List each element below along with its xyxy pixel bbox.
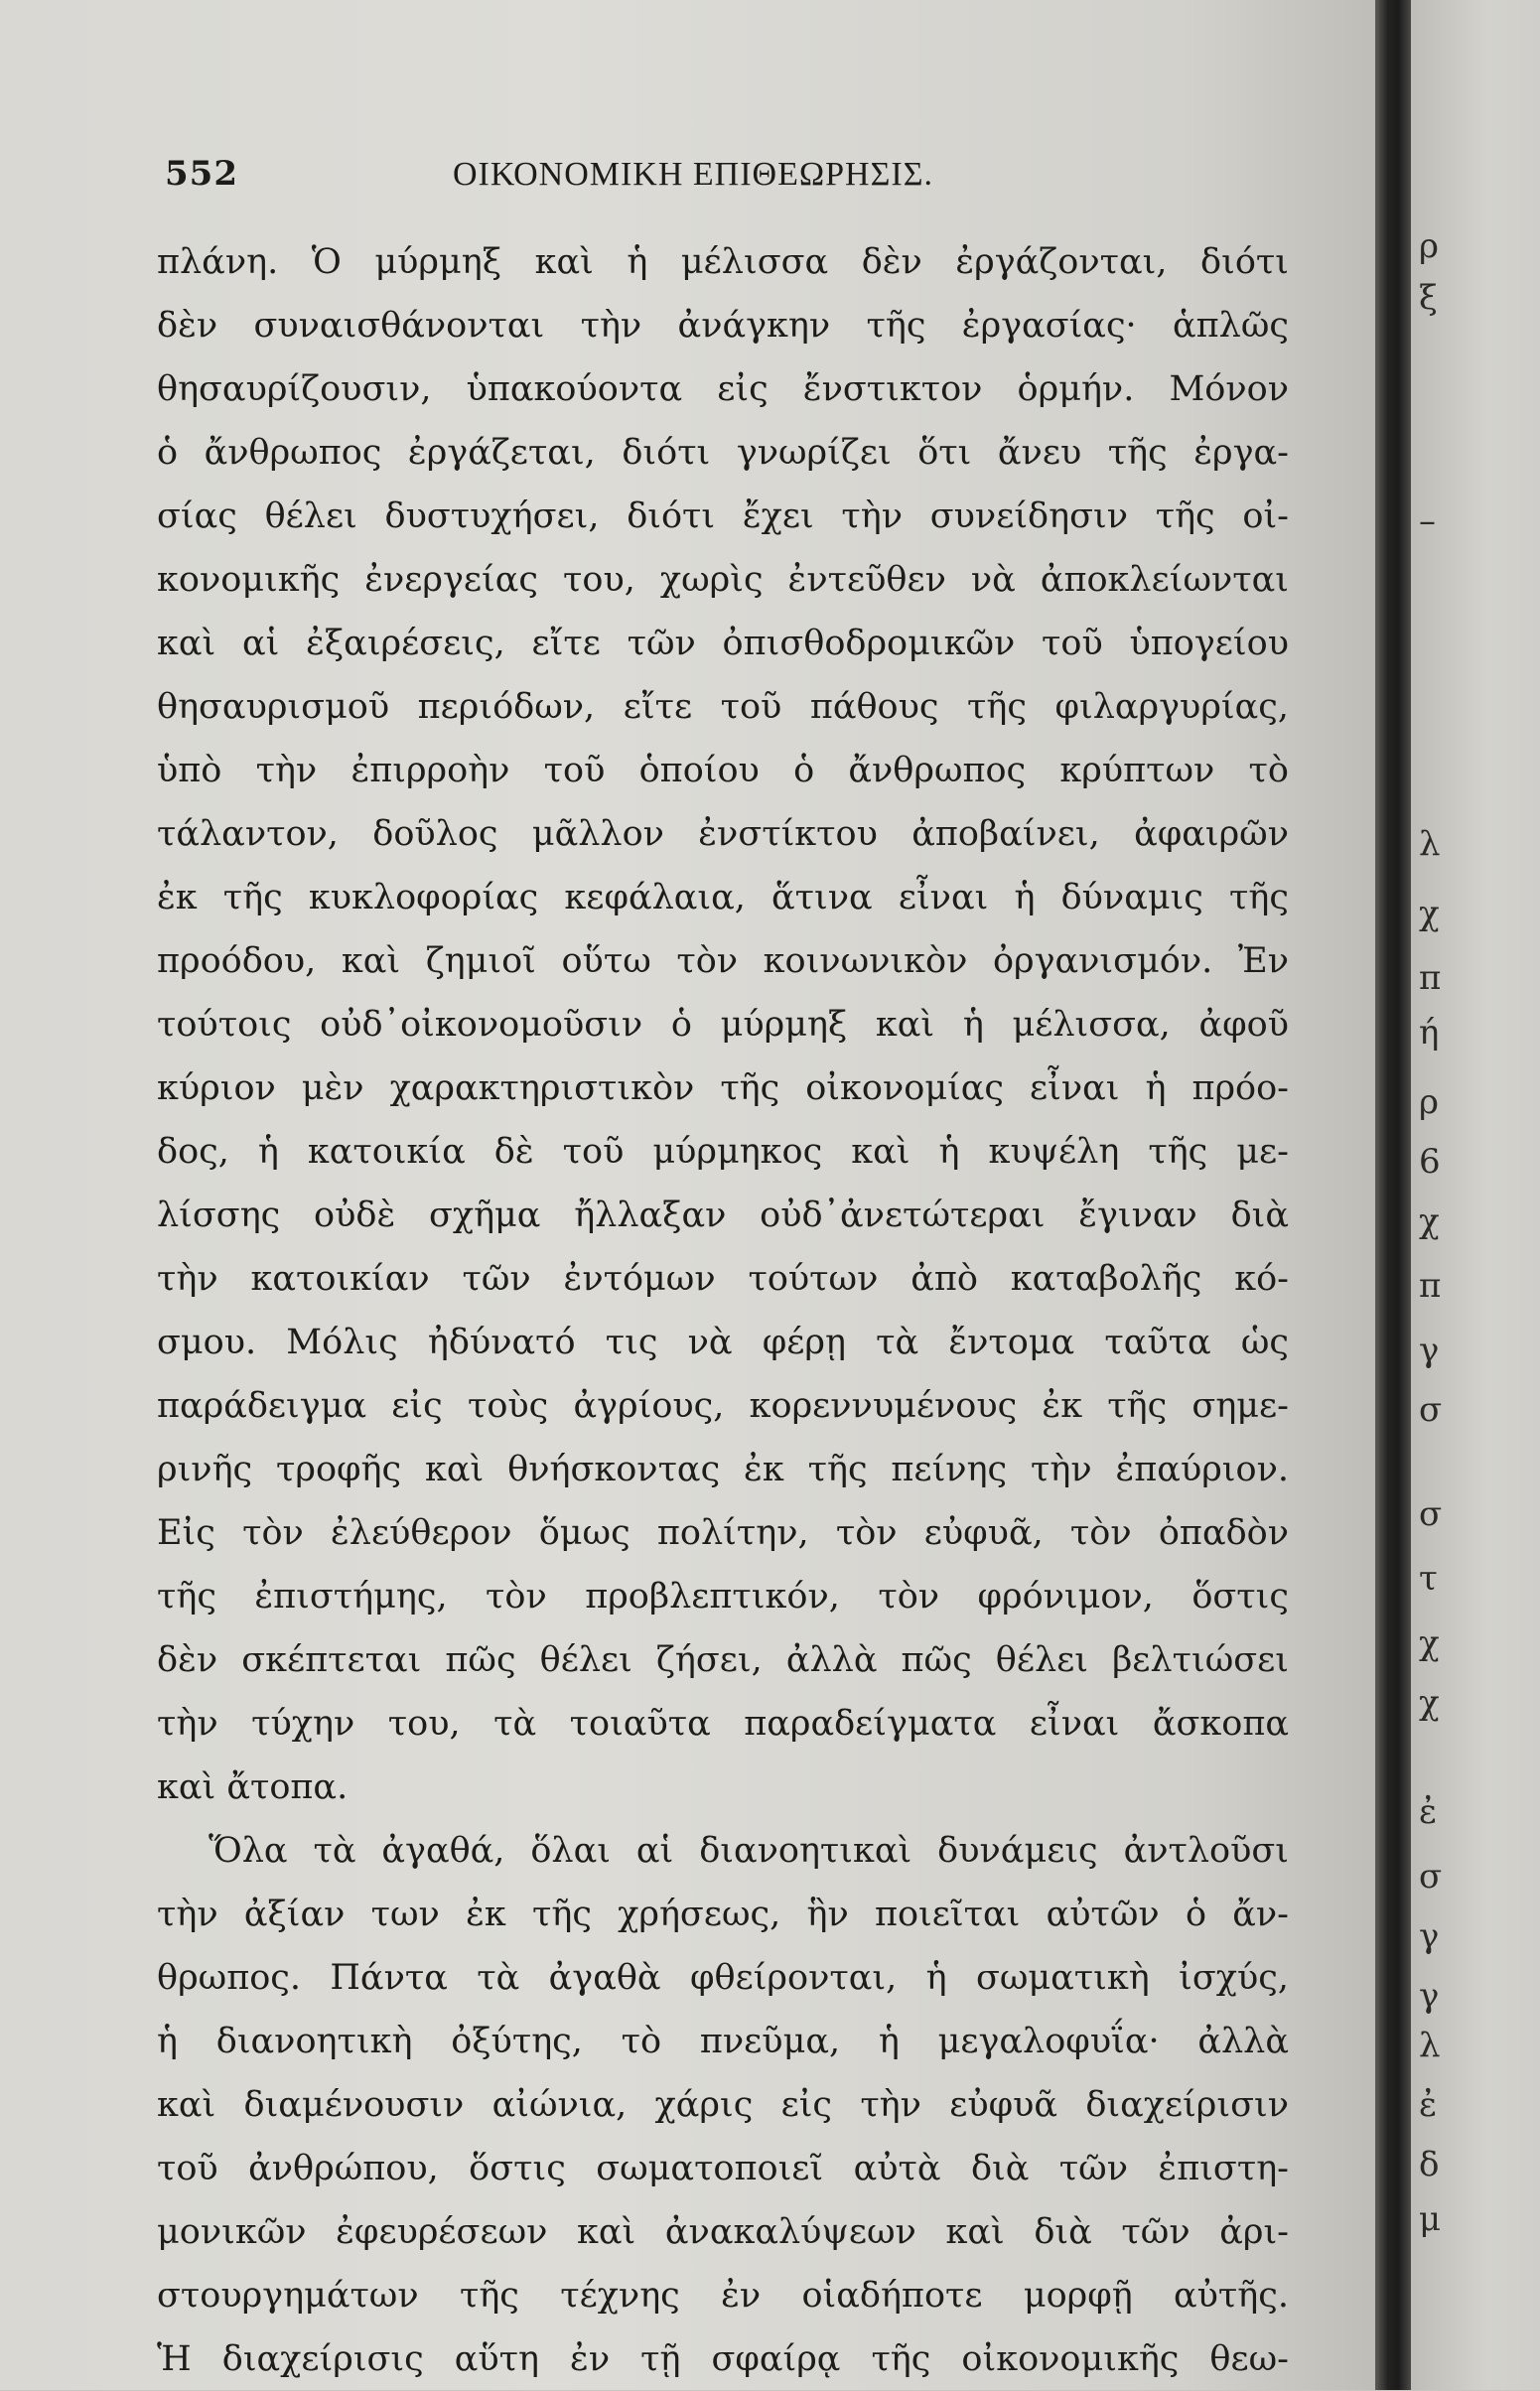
text-line-content: ρινῆς τροφῆς καὶ θνήσκοντας ἐκ τῆς πείνης τὴν ἐπαύριον. [157, 1450, 1289, 1489]
text-line [157, 548, 1289, 612]
adjacent-page-fragment: λ [1419, 2026, 1441, 2065]
text-line-content: λίσσης οὐδὲ σχῆμα ἤλλαξαν οὐδ᾽ἀνετώτεραι ἔγιναν διὰ [157, 1196, 1289, 1235]
text-line [157, 1756, 1289, 1819]
adjacent-page-fragment: ρ [1419, 1082, 1439, 1122]
text-line-content: Εἰς τὸν ἐλεύθερον ὅμως πολίτην, τὸν εὐφυᾶ, τὸν ὀπαδὸν [157, 1513, 1289, 1553]
text-line [157, 2137, 1289, 2200]
text-line [157, 485, 1289, 548]
text-line-content: τὴν ἀξίαν των ἐκ τῆς χρήσεως, ἣν ποιεῖται αὐτῶν ὁ ἄν- [157, 1895, 1289, 1934]
text-line [157, 421, 1289, 485]
text-line [157, 1056, 1289, 1120]
text-line-content: δος, ἡ κατοικία δὲ τοῦ μύρμηκος καὶ ἡ κυψέλη τῆς με- [157, 1132, 1289, 1172]
text-line [157, 1692, 1289, 1756]
text-line [157, 230, 1289, 294]
adjacent-page-edge [1411, 0, 1540, 2390]
text-line-content: θησαυρίζουσιν, ὑπακούοντα εἰς ἔνστικτον ὁρμήν. Μόνον [157, 369, 1289, 409]
text-line [157, 1184, 1289, 1247]
adjacent-page-fragment: ἐ [1419, 1792, 1438, 1832]
adjacent-page-fragment: σ [1419, 1494, 1443, 1534]
text-line [157, 1374, 1289, 1438]
text-line [157, 2327, 1289, 2391]
text-line [157, 929, 1289, 993]
text-line-content: προόδου, καὶ ζημιοῖ οὕτω τὸν κοινωνικὸν ὀργανισμόν. Ἐν [157, 941, 1289, 981]
running-title: ΟΙΚΟΝΟΜΙΚΗ ΕΠΙΘΕΩΡΗΣΙΣ. [453, 156, 934, 193]
text-line-content: καὶ ἄτοπα. [157, 1767, 349, 1807]
text-line [157, 1946, 1289, 2010]
adjacent-page-fragment: – [1419, 501, 1436, 541]
text-line-content: κύριον μὲν χαρακτηριστικὸν τῆς οἰκονομίας εἶναι ἡ πρόο- [157, 1068, 1289, 1108]
text-line-content: ὑπὸ τὴν ἐπιρροὴν τοῦ ὁποίου ὁ ἄνθρωπος κρύπτων τὸ [157, 751, 1289, 790]
text-line-content: σμου. Μόλις ἠδύνατό τις νὰ φέρῃ τὰ ἔντομα ταῦτα ὡς [157, 1323, 1289, 1362]
adjacent-page-fragment: ἐ [1419, 2085, 1438, 2125]
adjacent-page-fragment: χ [1419, 1623, 1440, 1663]
text-line-content: καὶ αἱ ἐξαιρέσεις, εἴτε τῶν ὀπισθοδρομικῶν τοῦ ὑπογείου [157, 624, 1289, 663]
text-line [157, 1120, 1289, 1184]
page-header [165, 154, 1297, 204]
text-line-content: τὴν τύχην του, τὰ τοιαῦτα παραδείγματα εἶναι ἄσκοπα [157, 1704, 1289, 1744]
text-line-content: κονομικῆς ἐνεργείας του, χωρὶς ἐντεῦθεν νὰ ἀποκλείωνται [157, 560, 1289, 600]
text-line-content: παράδειγμα εἰς τοὺς ἀγρίους, κορεννυμένους ἐκ τῆς σημε- [157, 1386, 1289, 1426]
text-line-content: ἐκ τῆς κυκλοφορίας κεφάλαια, ἅτινα εἶναι ἡ δύναμις τῆς [157, 878, 1289, 917]
text-line [157, 1247, 1289, 1311]
text-line [157, 1438, 1289, 1501]
adjacent-page-fragment: ρ [1419, 226, 1439, 266]
text-line [157, 1311, 1289, 1374]
adjacent-page-fragment: μ [1419, 2199, 1442, 2239]
text-line-content: τοῦ ἀνθρώπου, ὅστις σωματοποιεῖ αὐτὰ διὰ τῶν ἐπιστη- [157, 2149, 1289, 2188]
text-line [157, 1819, 1289, 1883]
text-line-content: δὲν συναισθάνονται τὴν ἀνάγκην τῆς ἐργασίας· ἁπλῶς [157, 306, 1289, 346]
text-line-content: Ἡ διαχείρισις αὕτη ἐν τῇ σφαίρᾳ τῆς οἰκονομικῆς θεω- [157, 2339, 1289, 2379]
text-line [157, 739, 1289, 802]
text-line-content: Ὅλα τὰ ἀγαθά, ὅλαι αἱ διανοητικαὶ δυνάμεις ἀντλοῦσι [209, 1831, 1289, 1871]
page-number: 552 [165, 154, 238, 194]
text-line-content: μονικῶν ἐφευρέσεων καὶ ἀνακαλύψεων καὶ διὰ τῶν ἀρι- [157, 2212, 1289, 2252]
text-line-content: δὲν σκέπτεται πῶς θέλει ζήσει, ἀλλὰ πῶς θέλει βελτιώσει [157, 1640, 1289, 1680]
text-line-content: ἡ διανοητικὴ ὀξύτης, τὸ πνεῦμα, ἡ μεγαλοφυΐα· ἀλλὰ [157, 2022, 1289, 2061]
adjacent-page-fragment: χ [1419, 1683, 1440, 1723]
adjacent-page-fragment: 6 [1419, 1142, 1441, 1182]
text-line [157, 2010, 1289, 2073]
text-line-content: τάλαντον, δοῦλος μᾶλλον ἐνστίκτου ἀποβαίνει, ἀφαιρῶν [157, 814, 1289, 854]
text-line [157, 1628, 1289, 1692]
text-line [157, 1565, 1289, 1628]
text-line-content: τῆς ἐπιστήμης, τὸν προβλεπτικόν, τὸν φρόνιμον, ὅστις [157, 1577, 1289, 1617]
adjacent-page-fragment: χ [1419, 894, 1440, 933]
book-gutter [1375, 0, 1411, 2390]
text-line-content: τὴν κατοικίαν τῶν ἐντόμων τούτων ἀπὸ καταβολῆς κό- [157, 1259, 1289, 1299]
text-line [157, 2200, 1289, 2264]
adjacent-page-fragment: σ [1419, 1390, 1443, 1430]
text-line-content: τούτοις οὐδ᾽οἰκονομοῦσιν ὁ μύρμηξ καὶ ἡ μέλισσα, ἀφοῦ [157, 1005, 1289, 1045]
text-line [157, 675, 1289, 739]
adjacent-page-fragment: γ [1419, 1331, 1440, 1370]
adjacent-page-fragment: τ [1419, 1559, 1438, 1599]
adjacent-page-fragment: γ [1419, 1976, 1440, 2016]
adjacent-page-fragment: ή [1419, 1013, 1440, 1053]
adjacent-page-fragment: π [1419, 1266, 1442, 1306]
adjacent-page-fragment: σ [1419, 1857, 1443, 1897]
adjacent-page-fragment: ξ [1419, 278, 1438, 318]
text-line [157, 2073, 1289, 2137]
text-line-content: καὶ διαμένουσιν αἰώνια, χάρις εἰς τὴν εὐφυᾶ διαχείρισιν [157, 2085, 1289, 2125]
text-line-content: θησαυρισμοῦ περιόδων, εἴτε τοῦ πάθους τῆς φιλαργυρίας, [157, 687, 1289, 727]
text-line-content: στουργημάτων τῆς τέχνης ἐν οἱαδήποτε μορφῇ αὐτῆς. [157, 2276, 1289, 2316]
text-line-content: θρωπος. Πάντα τὰ ἀγαθὰ φθείρονται, ἡ σωματικὴ ἰσχύς, [157, 1958, 1289, 1998]
adjacent-page-fragment: δ [1419, 2145, 1440, 2184]
text-line-content: πλάνη. Ὁ μύρμηξ καὶ ἡ μέλισσα δὲν ἐργάζονται, διότι [157, 242, 1289, 282]
text-line [157, 2264, 1289, 2327]
text-line [157, 294, 1289, 357]
text-line [157, 1883, 1289, 1946]
text-line-content: σίας θέλει δυστυχήσει, διότι ἔχει τὴν συνείδησιν τῆς οἰ- [157, 496, 1289, 536]
text-line-content: ὁ ἄνθρωπος ἐργάζεται, διότι γνωρίζει ὅτι ἄνευ τῆς ἐργα- [157, 433, 1289, 473]
text-line [157, 993, 1289, 1056]
adjacent-page-fragment: λ [1419, 824, 1441, 864]
text-line [157, 357, 1289, 421]
body-text [157, 230, 1289, 2391]
text-line [157, 1501, 1289, 1565]
text-line [157, 866, 1289, 929]
text-line [157, 612, 1289, 675]
adjacent-page-fragment: π [1419, 958, 1442, 998]
text-line [157, 802, 1289, 866]
adjacent-page-fragment: γ [1419, 1916, 1440, 1956]
adjacent-page-fragment: χ [1419, 1201, 1440, 1241]
